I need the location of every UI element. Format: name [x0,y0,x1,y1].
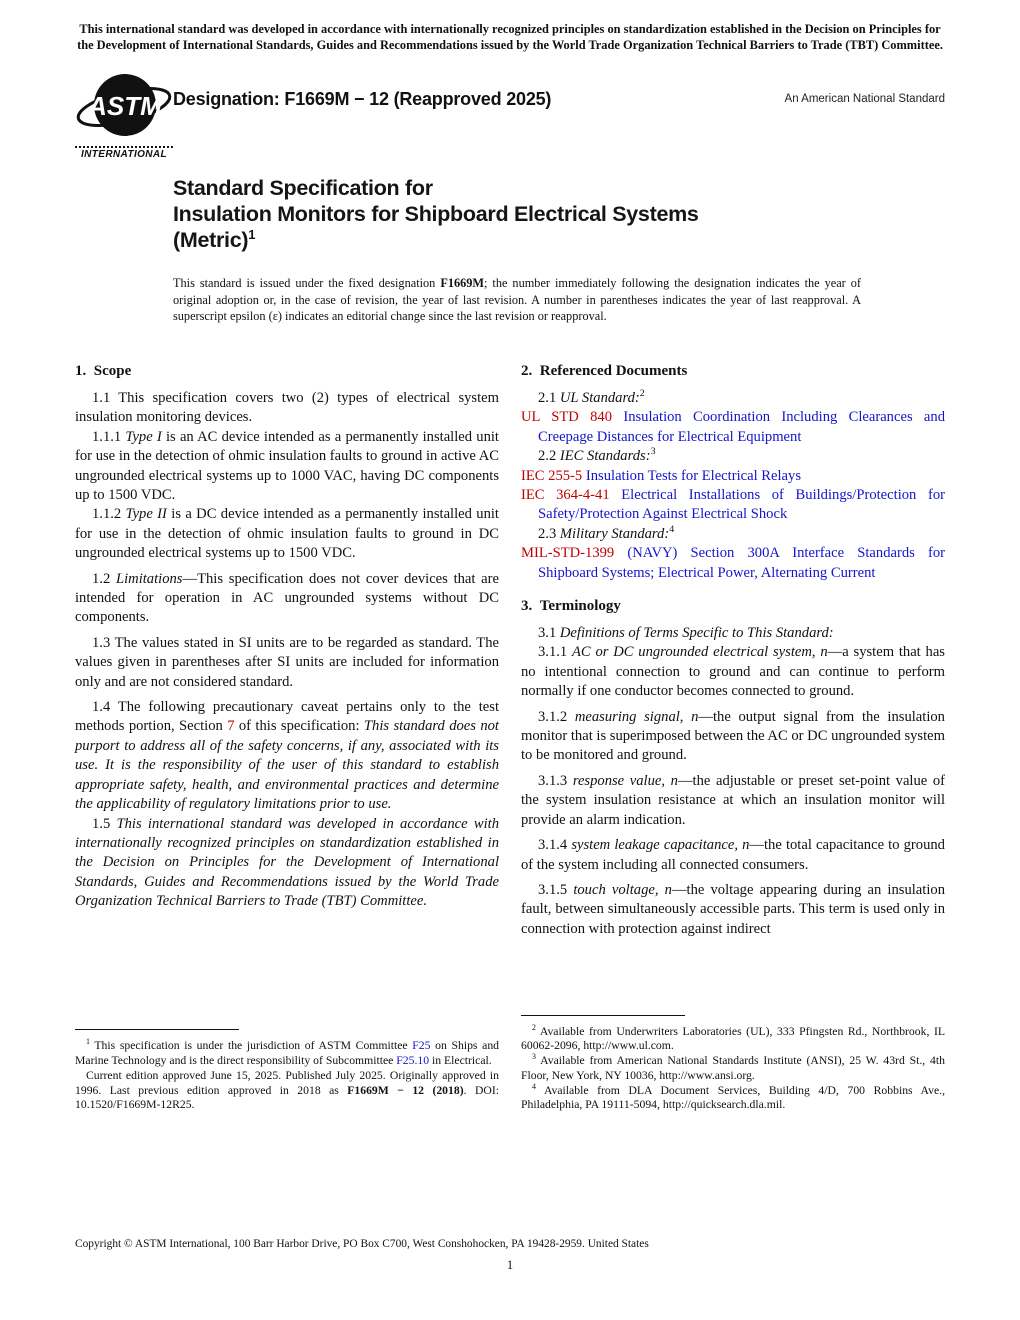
page-title [173,175,945,253]
footnote-marker: 4 [669,523,675,535]
text-segment: This specification is under the jurisdiction of ASTM Committee [89,1039,413,1053]
footnote-rule [521,1015,685,1016]
issued-note [173,275,861,325]
footnote-1 [75,1039,499,1068]
text-segment: Military Standard: [559,525,670,542]
text-segment: This standard is issued under the fixed designation [173,276,441,291]
text-segment: . DOI: 10.1520/F1669M-12R25. [75,1083,499,1112]
reference-link[interactable]: MIL-STD-1399 [521,545,615,562]
reference-link[interactable]: IEC 255-5 [521,467,583,484]
text-segment: F1669M − 12 (2018) [347,1083,464,1097]
astm-globe-icon [75,69,173,145]
paragraph-1-1 [75,389,499,428]
reference-link[interactable]: F25 [412,1039,431,1053]
text-segment: 3.1.1 [538,644,572,661]
text-segment: is an AC device intended as a permanently installed unit for use in the detection of ohmic insulation faults to ground in active AC ungrounded electrical systems up to 1000 VAC, having DC components up to 1500 VDC. [75,428,499,503]
text-segment: Type II [125,506,167,523]
footnote-marker: 2 [532,1022,536,1032]
text-segment: UL Standard: [559,389,640,406]
text-segment: This standard does not purport to address all of the safety concerns, if any, associated with its use. It is the responsibility of the user of this standard to establish appropriate safety, health, and environmental practices and determine the applicability of regulatory limitations prior to use. [75,718,499,813]
designation: Designation: F1669M − 12 (Reapproved 2025) [173,89,552,110]
paragraph-1-1-1 [75,428,499,506]
paragraph-2-2 [521,447,945,466]
footnote-marker: 1 [86,1037,90,1047]
footnote-marker: 3 [650,446,656,458]
footnotes-right [521,1015,945,1113]
text-segment: 1.4 The following precautionary caveat pertains only to the test methods portion, Section [75,699,499,735]
text-segment: This international standard was developed in accordance with internationally recognized principles on standardization established in the Decision on Principles for the Development of International Standards, Guides and Recommendations issued by the World Trade Organization Technical Barriers to Trade (TBT) Committee. [75,815,500,910]
text-segment [614,545,627,561]
text-segment: IEC Standards: [559,448,651,465]
paragraph-1-1-2 [75,505,499,563]
reference-mil-std-1399 [521,544,945,583]
text-segment: Current edition approved June 15, 2025. Published July 2025. Originally approved in 1996. Last previous edition approved in 2018 as [75,1068,499,1097]
text-segment: Available from American National Standards Institute (ANSI), 25 W. 43rd St., 4th Floor, New York, NY 10036, http://www.ansi.org. [521,1054,945,1082]
page-number: 1 [506,1258,514,1272]
paragraph-3-1-5 [521,881,945,939]
text-segment: 2.1 [538,389,560,406]
text-segment: ; the number immediately following the designation indicates the year of original adoption or, in the case of revision, the year of last revision. A number in parentheses indicates the year of last reapproval. A superscript epsilon (ε) indicates an editorial change since the last revision or reapproval. [173,276,861,324]
section-heading-scope: 1. Scope [75,362,132,379]
section-heading-referenced-documents: 2. Referenced Documents [521,362,688,379]
text-segment: measuring signal, n [574,708,699,725]
text-segment: —a system that has no intentional connection to ground and can continue to perform normally if one conductor becomes connected to ground. [521,644,945,700]
paragraph-1-5 [75,815,499,912]
text-segment [610,487,622,503]
text-segment: 2.2 [538,448,560,465]
text-segment: 1.1.1 [92,428,126,445]
text-segment: 2.3 [538,525,560,542]
paragraph-1-4 [75,698,499,814]
left-column [75,361,499,1113]
text-segment: 3.1.2 [538,708,575,725]
reference-iec-255-5 [521,467,945,486]
text-segment: 1.3 The values stated in SI units are to be regarded as standard. The values given in parentheses after SI units are included for information only and are not considered standard. [75,634,499,690]
text-segment: —the voltage appearing during an insulation fault, between simultaneously accessible parts. This term is used only in connection with protection against indirect [521,881,945,937]
text-segment [612,409,623,425]
footnotes-left [75,1029,499,1113]
title-block [173,175,945,253]
footnote-marker: 4 [532,1081,536,1091]
reference-iec-364-4-41 [521,486,945,525]
text-segment: Definitions of Terms Specific to This Standard: [559,625,834,642]
text-segment: —the adjustable or preset set-point value of the system insulation resistance at which an insulation monitor will provide an alarm indication. [521,772,946,828]
paragraph-2-1 [521,389,945,408]
paragraph-3-1-1 [521,643,945,701]
title-line-1: Standard Specification for [173,176,433,201]
footnote-marker: 3 [532,1052,536,1062]
text-segment: —the total capacitance to ground of the system including all connected consumers. [521,837,945,873]
footnote-rule [75,1029,239,1030]
title-footnote-ref: 1 [248,227,256,243]
paragraph-1-3 [75,634,499,692]
text-segment: 3.1.4 [538,837,572,854]
text-segment: 1.2 [92,570,116,587]
astm-logo [75,69,179,160]
paragraph-1-2 [75,570,499,628]
reference-link[interactable]: F25.10 [396,1054,430,1068]
reference-link[interactable]: (NAVY) Section 300A Interface Standards for Shipboard Systems; Electrical Power, Alternating Current [538,545,945,581]
text-segment: Available from Underwriters Laboratories (UL), 333 Pfingsten Rd., Northbrook, IL 60062-2096, http://www.ul.com. [521,1024,945,1053]
reference-link[interactable]: Insulation Coordination Including Clearances and Creepage Distances for Electrical Equipment [538,409,946,445]
svg-text:ASTM: ASTM [88,91,162,122]
text-segment: 3.1.3 [538,772,573,789]
reference-link[interactable]: UL STD 840 [521,409,613,426]
text-segment: is a DC device intended as a permanently installed unit for use in the detection of ohmic insulation faults to ground in DC ungrounded electrical systems up to 1500 VDC. [75,506,499,562]
paragraph-3-1 [521,624,945,643]
reference-ul-std-840 [521,408,945,447]
masthead [75,69,945,161]
astm-logo-international-label: INTERNATIONAL [75,146,173,160]
national-standard-label: An American National Standard [784,93,945,106]
text-segment: 1.1.2 [92,506,126,523]
paragraph-3-1-4 [521,836,945,875]
footnote-marker: 2 [639,388,645,400]
text-segment: AC or DC ungrounded electrical system, n [572,644,828,661]
reference-link[interactable]: 7 [227,718,235,735]
text-segment: Type I [125,428,162,445]
text-segment: system leakage capacitance, n [571,837,750,854]
text-segment: of this specification: [234,718,364,735]
text-segment: F1669M [440,276,485,291]
text-segment: touch voltage, n [573,881,672,898]
copyright-line: Copyright © ASTM International, 100 Barr Harbor Drive, PO Box C700, West Conshohocken, PA 19428-2959. United States [75,1238,649,1250]
footnote-2 [521,1022,945,1054]
reference-link[interactable]: IEC 364-4-41 [521,487,610,503]
text-segment: Available from DLA Document Services, Building 4/D, 700 Robbins Ave., Philadelphia, PA 19111-5094, http://quicksearch.dla.mil. [521,1083,945,1112]
text-segment: 1.5 [92,815,117,832]
text-segment: —This specification does not cover devices that are intended for operation in AC ungrounded systems without DC components. [75,570,500,626]
reference-link[interactable]: Electrical Installations of Buildings/Protection for Safety/Protection Against Electrical Shock [538,487,945,523]
body-columns [75,361,945,1113]
reference-link[interactable]: Insulation Tests for Electrical Relays [585,467,801,484]
text-segment: 3.1.5 [538,881,574,898]
text-segment: 3.1 [538,625,560,642]
text-segment: —the output signal from the insulation monitor that is superimposed between the AC or DC ungrounded system to be monitored and ground. [521,708,945,764]
right-column [521,361,945,1113]
title-line-3: (Metric) [173,228,249,253]
text-segment: Limitations [115,570,183,587]
paragraph-3-1-2 [521,708,945,766]
title-line-2: Insulation Monitors for Shipboard Electrical Systems [173,202,699,227]
top-notice: This international standard was developed in accordance with internationally recognized principles on standardization established in the Decision on Principles for the Development of International Standards, Guides and Recommendations issued by the World Trade Organization Technical Barriers to Trade (TBT) Committee. [77,22,943,52]
footnote-4 [521,1081,945,1113]
footnote-3 [521,1054,945,1083]
text-segment: 1.1 This specification covers two (2) types of electrical system insulation monitoring devices. [75,389,499,426]
footnote-1-edition [75,1069,499,1113]
text-segment: in Electrical. [429,1054,492,1068]
paragraph-2-3 [521,525,945,544]
section-heading-terminology: 3. Terminology [521,598,621,615]
text-segment: response value, n [572,772,678,789]
document-page [75,0,945,1113]
text-segment: on Ships and Marine Technology and is the direct responsibility of Subcommittee [75,1039,500,1068]
paragraph-3-1-3 [521,772,945,830]
